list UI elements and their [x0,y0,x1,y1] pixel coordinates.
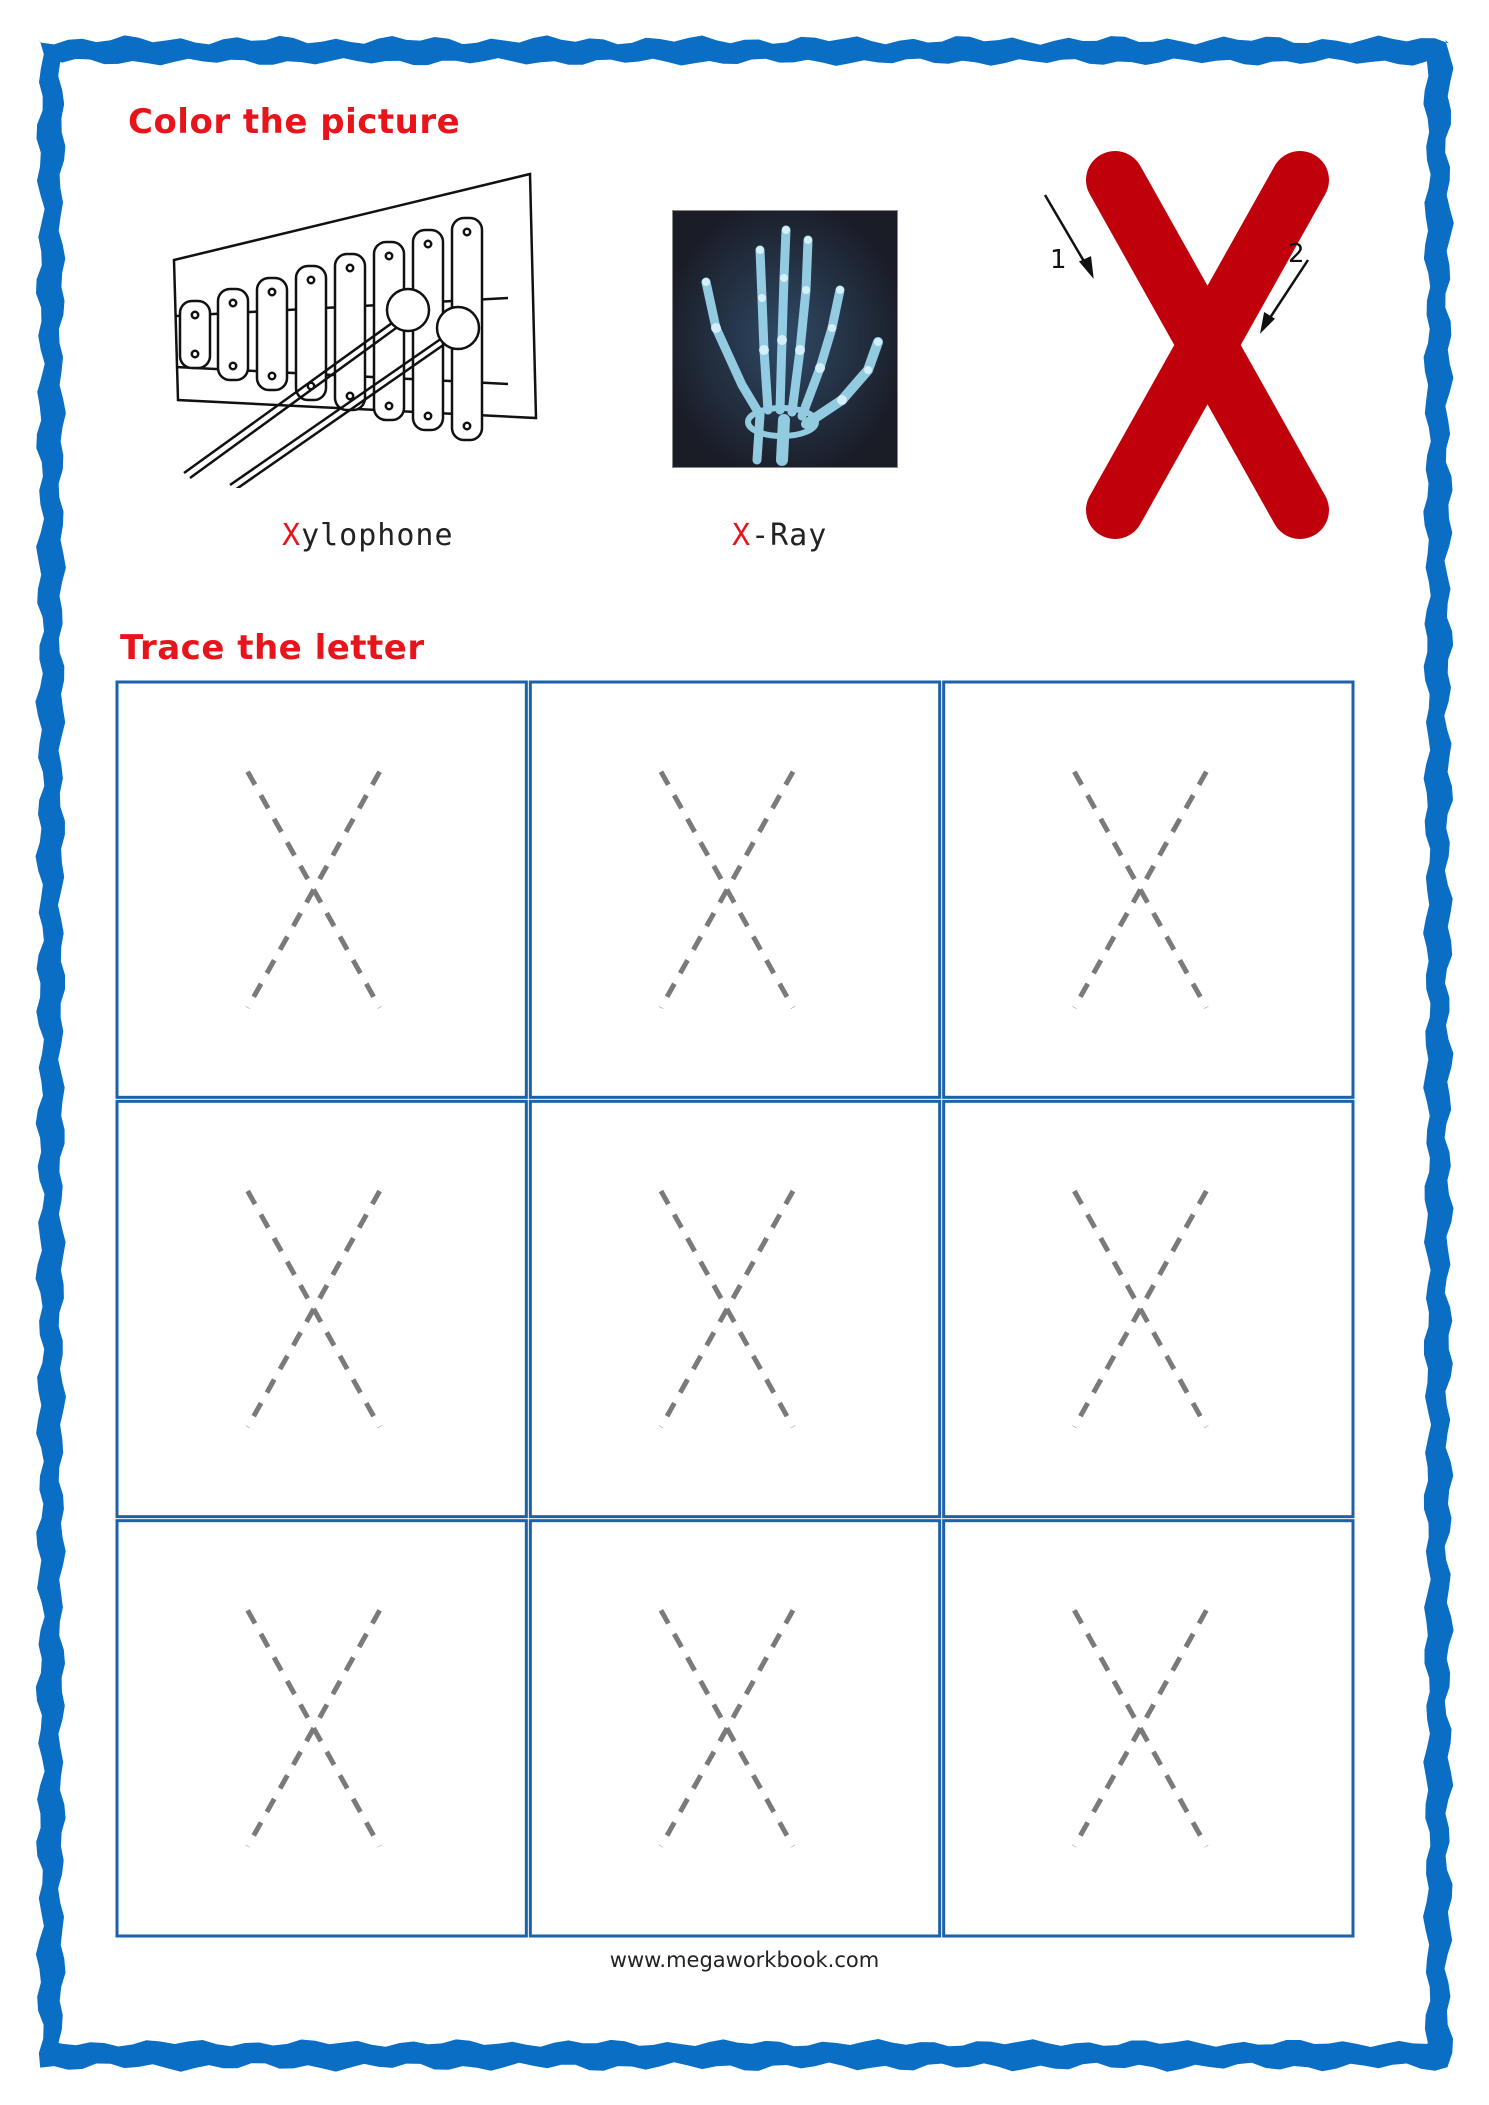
trace-cell-box [944,682,1353,1097]
trace-cell-box [530,1521,939,1936]
trace-cell [944,1101,1353,1516]
trace-cell [117,1521,526,1936]
trace-cell-box [944,1101,1353,1516]
letter-x-model [1040,150,1340,550]
trace-cell [944,682,1353,1097]
x-ray-picture [672,210,898,468]
trace-the-letter-heading: Trace the letter [120,628,425,668]
caption-first-letter: X [732,518,752,553]
stroke-number-2: 2 [1288,239,1305,269]
trace-cell-box [117,682,526,1097]
trace-cell [117,682,526,1097]
caption-rest: -Ray [751,518,828,553]
xylophone-picture [168,168,543,488]
trace-cell [944,1521,1353,1936]
stroke-number-1: 1 [1050,245,1067,275]
x-ray-caption [732,518,827,553]
trace-cell-box [117,1101,526,1516]
tracing-grid [115,680,1355,1938]
trace-cell-box [530,682,939,1097]
trace-cell [530,1101,939,1516]
trace-cell-box [530,1101,939,1516]
website-footer: www.megaworkbook.com [609,1948,880,1972]
trace-cell [530,682,939,1097]
caption-first-letter: X [282,518,302,553]
color-the-picture-heading: Color the picture [128,102,461,142]
caption-rest: ylophone [301,518,454,553]
trace-cell [530,1521,939,1936]
xylophone-caption [282,518,454,553]
trace-cell-box [944,1521,1353,1936]
trace-cell-box [117,1521,526,1936]
trace-cell [117,1101,526,1516]
